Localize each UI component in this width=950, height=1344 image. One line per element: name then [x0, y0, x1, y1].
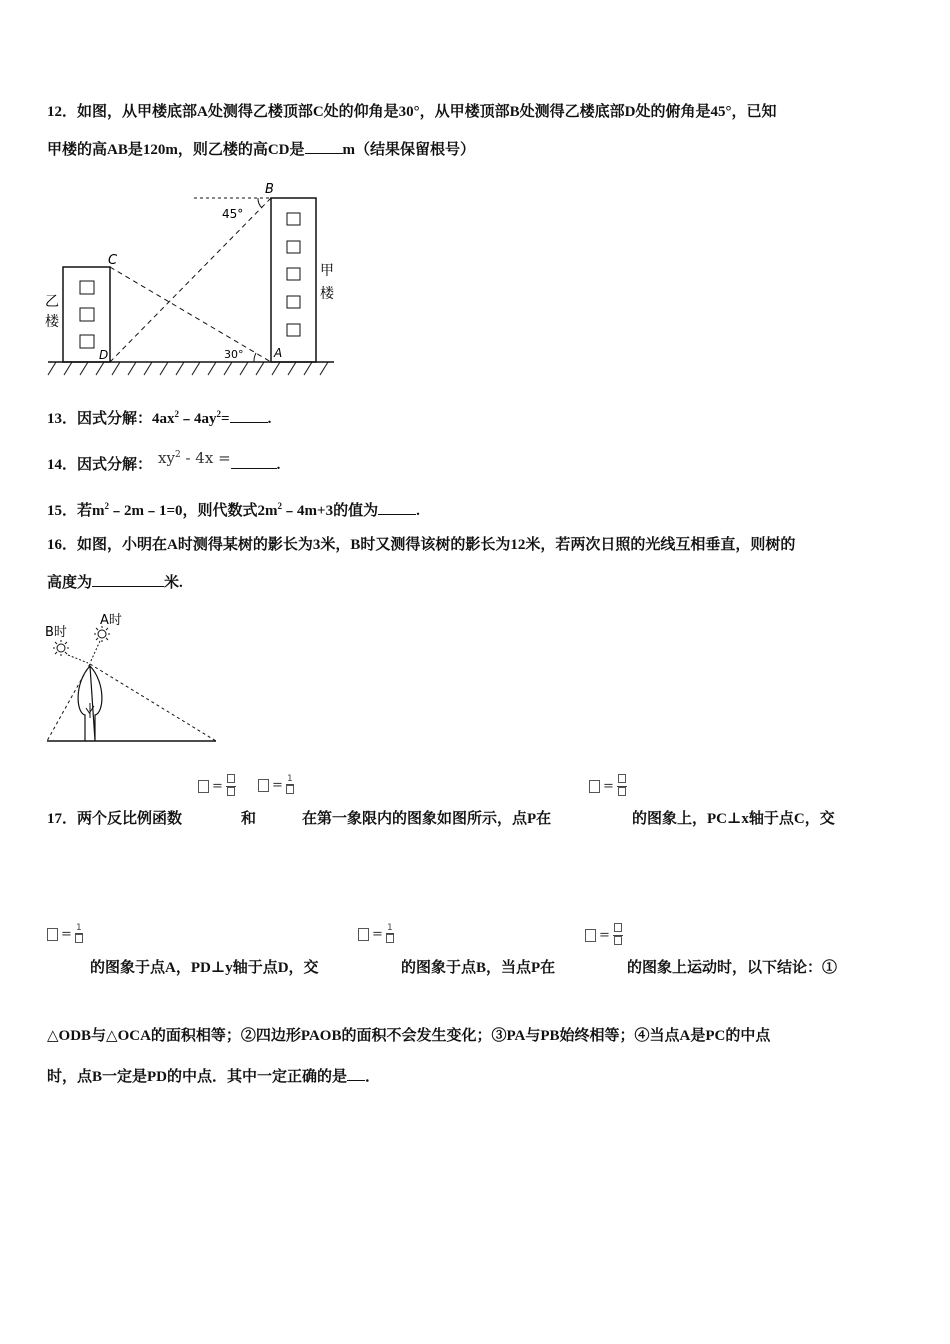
formula-y-1-over-x-3: [358, 923, 394, 946]
q15-exp-2: 2: [277, 501, 283, 511]
label-a: A: [274, 346, 283, 360]
formula-var-box: [358, 928, 369, 941]
q13-line: [47, 408, 271, 429]
formula-den-box: [618, 787, 626, 796]
q14-answer-blank[interactable]: [231, 454, 277, 469]
formula-num-box: [614, 923, 622, 932]
window: [287, 296, 300, 308]
ray-a-shadow: [90, 664, 216, 741]
formula-eq: =: [272, 778, 283, 793]
q17-line4: [47, 1066, 380, 1087]
formula-fraction: [386, 923, 394, 946]
window: [287, 241, 300, 253]
q13-end: .: [267, 411, 272, 427]
sight-line-bd: [110, 198, 271, 362]
q14-expr-a: xy: [158, 449, 175, 467]
label-yi-2: 楼: [45, 314, 59, 330]
q14-expression: [158, 449, 231, 467]
formula-fraction: [75, 923, 83, 946]
formula-eq: =: [372, 927, 383, 942]
window: [80, 308, 94, 321]
q16-line2: [47, 572, 183, 593]
q12-buildings-figure: [44, 178, 344, 383]
formula-var-box: [47, 928, 58, 941]
window: [80, 335, 94, 348]
formula-eq: =: [61, 927, 72, 942]
formula-den-box: [614, 936, 622, 945]
q14-end: .: [276, 457, 281, 473]
angle-label-45: 45°: [222, 207, 244, 221]
formula-num-one: 1: [387, 923, 393, 933]
formula-num-box: [227, 774, 235, 783]
formula-y-k-over-x-3: [585, 923, 623, 948]
q17-line3: △ODB与△OCA的面积相等；②四边形PAOB的面积不会发生变化；③PA与PB始终相等；④当点A是PC的中点: [47, 1028, 771, 1044]
formula-var-box: [198, 780, 209, 793]
sight-line-ac: [110, 267, 271, 362]
q16-text-a: 高度为: [47, 575, 93, 591]
q17-seg4: 的图象上，PC⊥x轴于点C，交: [632, 811, 835, 827]
q15-line: [47, 500, 420, 521]
q17-seg1: 17．两个反比例函数: [47, 811, 183, 827]
formula-y-k-over-x-2: [589, 774, 627, 799]
q16-tree-figure: [40, 608, 225, 748]
formula-y-1-over-x-2: [47, 923, 83, 946]
ray-a-upper: [90, 641, 100, 663]
q16-answer-blank[interactable]: [92, 572, 164, 587]
angle-label-30: 30°: [224, 348, 244, 361]
window: [287, 324, 300, 336]
ground-hatching: [48, 362, 328, 375]
ray-b-upper: [68, 655, 88, 663]
q17-answer-blank[interactable]: [347, 1066, 365, 1081]
q14-line: [47, 449, 281, 475]
q14-expr-b: - 4x =: [180, 449, 231, 467]
formula-num-box: [618, 774, 626, 783]
q17-seg6: 的图象于点B，当点P在: [401, 960, 556, 976]
q14-text: 14．因式分解：: [47, 457, 153, 473]
q15-exp-1: 2: [104, 501, 109, 511]
q17-seg2: 和: [241, 811, 257, 827]
q15-text-a: 15．若m: [47, 503, 105, 519]
formula-den-box: [286, 785, 294, 794]
sun-a-icon: [94, 626, 110, 642]
formula-fraction: [613, 923, 623, 948]
q15-text-c: ﹣4m+3的值为: [282, 503, 379, 519]
q15-text-b: ﹣2m﹣1=0，则代数式2m: [109, 503, 278, 519]
window: [287, 213, 300, 225]
q15-end: .: [416, 503, 420, 519]
sun-b-icon: [53, 640, 69, 656]
q14-expr-exp: 2: [174, 450, 181, 460]
q13-text-b: ﹣4ay: [179, 411, 217, 427]
window: [80, 281, 94, 294]
q16-text-b: 米.: [164, 575, 183, 591]
label-yi-1: 乙: [45, 294, 59, 310]
q13-answer-blank[interactable]: [230, 408, 268, 423]
q13-text-a: 13．因式分解：4ax: [47, 411, 175, 427]
label-b: B: [265, 182, 274, 197]
q12-text-a: 甲楼的高AB是120m，则乙楼的高CD是: [47, 142, 305, 158]
label-c: C: [108, 253, 118, 268]
formula-var-box: [589, 780, 600, 793]
label-b-time: B时: [45, 625, 67, 640]
formula-eq: =: [599, 928, 610, 943]
formula-eq: =: [603, 779, 614, 794]
formula-den-box: [227, 787, 235, 796]
q17-text-a: 时，点B一定是PD的中点．其中一定正确的是: [47, 1069, 348, 1085]
formula-y-1-over-x-1: [258, 774, 294, 797]
label-jia-2: 楼: [320, 286, 334, 302]
window: [287, 268, 300, 280]
q17-seg3: 在第一象限内的图象如图所示，点P在: [302, 811, 552, 827]
q16-line1: 16．如图，小明在A时测得某树的影长为3米，B时又测得该树的影长为12米，若两次日照的光线互相垂直，则树的: [47, 537, 796, 553]
q15-answer-blank[interactable]: [378, 500, 416, 515]
formula-eq: =: [212, 779, 223, 794]
q17-seg7: 的图象上运动时，以下结论：①: [627, 960, 838, 976]
q12-line1: 12．如图，从甲楼底部A处测得乙楼顶部C处的仰角是30°，从甲楼顶部B处测得乙楼底部D处的俯角是45°，已知: [47, 104, 777, 120]
label-jia-1: 甲: [320, 263, 334, 279]
formula-num-one: 1: [76, 923, 82, 933]
formula-y-k-over-x-1: [198, 774, 236, 799]
q17-seg5: 的图象于点A，PD⊥y轴于点D，交: [90, 960, 319, 976]
formula-fraction: [286, 774, 294, 797]
formula-den-box: [75, 934, 83, 943]
q12-line2: [47, 139, 475, 160]
label-a-time: A时: [100, 613, 122, 628]
formula-den-box: [386, 934, 394, 943]
q17-text-b: ．: [365, 1069, 381, 1085]
q12-text-b: m（结果保留根号）: [342, 142, 475, 158]
formula-var-box: [585, 929, 596, 942]
q13-exp-1: 2: [174, 409, 180, 419]
formula-fraction: [226, 774, 236, 799]
q13-text-c: =: [221, 411, 230, 427]
angle-arc-45: [258, 198, 262, 208]
label-d: D: [99, 348, 109, 362]
q12-answer-blank[interactable]: [305, 139, 343, 154]
angle-arc-30: [254, 353, 256, 362]
formula-num-one: 1: [287, 774, 293, 784]
formula-var-box: [258, 779, 269, 792]
formula-fraction: [617, 774, 627, 799]
q13-exp-2: 2: [216, 409, 222, 419]
